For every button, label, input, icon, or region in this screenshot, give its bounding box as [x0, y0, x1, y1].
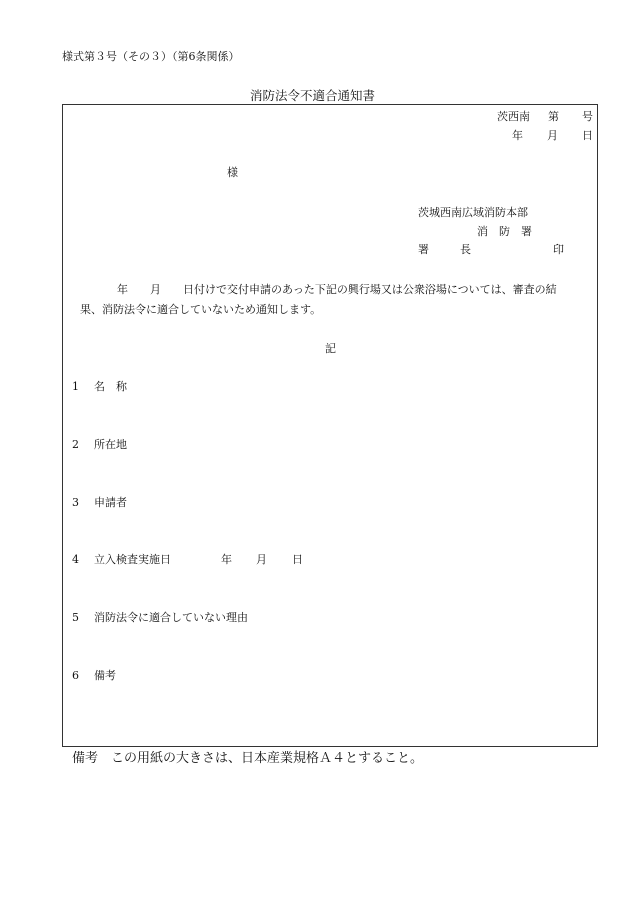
inspection-date-year: 年: [221, 553, 232, 566]
item-number: 2: [72, 438, 79, 451]
issuer-title-first: 署: [418, 243, 429, 256]
ref-office: 茨西南: [497, 110, 530, 123]
ref-dai: 第: [548, 110, 559, 123]
footer-note: 備考 この用紙の大きさは、日本産業規格Ａ４とすること。: [72, 751, 424, 766]
inspection-date-day: 日: [292, 553, 303, 566]
issuer-org: 茨城西南広域消防本部: [418, 206, 528, 219]
body-line-2: 果、消防法令に適合していないため通知します。: [80, 303, 322, 316]
document-title: 消防法令不適合通知書: [250, 88, 376, 103]
item-label-name: 名 称: [94, 380, 127, 393]
addressee-suffix: 様: [227, 166, 238, 179]
item-label-inspection-date: 立入検査実施日: [94, 553, 171, 566]
form-number: 様式第３号（その３）（第6条関係）: [62, 50, 240, 63]
issuer-station: 消 防 署: [477, 225, 532, 238]
date-day: 日: [582, 129, 593, 142]
form-frame: [62, 104, 598, 747]
item-label-reason: 消防法令に適合していない理由: [94, 611, 248, 624]
item-number: 4: [72, 553, 79, 566]
body-line-1: 年 月 日付けで交付申請のあった下記の興行場又は公衆浴場については、審査の結: [117, 283, 557, 296]
date-year: 年: [512, 129, 523, 142]
item-number: 5: [72, 611, 79, 624]
item-label-applicant: 申請者: [94, 496, 127, 509]
ref-go: 号: [582, 110, 593, 123]
issuer-title-second: 長: [460, 243, 471, 256]
issuer-seal: 印: [553, 243, 564, 256]
item-label-address: 所在地: [94, 438, 127, 451]
inspection-date-month: 月: [256, 553, 267, 566]
item-number: 6: [72, 669, 79, 682]
item-number: 3: [72, 496, 79, 509]
ki-heading: 記: [325, 342, 336, 355]
date-month: 月: [547, 129, 558, 142]
item-number: 1: [72, 380, 79, 393]
item-label-remarks: 備考: [94, 669, 116, 682]
